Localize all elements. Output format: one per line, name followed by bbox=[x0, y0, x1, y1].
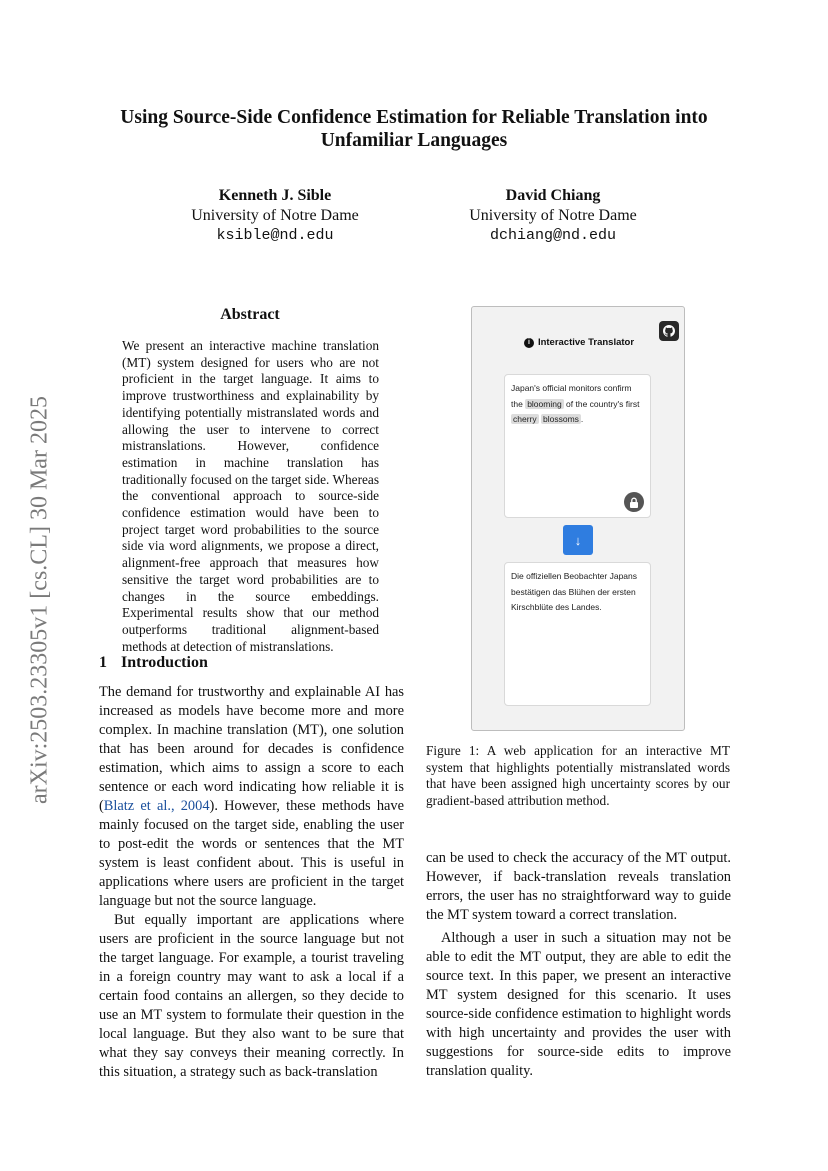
citation-link[interactable]: Blatz et al., 2004 bbox=[103, 798, 210, 814]
author-affiliation: University of Notre Dame bbox=[191, 207, 359, 224]
left-column bbox=[99, 683, 404, 1082]
app-title-text: Interactive Translator bbox=[537, 337, 635, 348]
source-text: Japan's official monitors confirm the bbox=[511, 383, 632, 409]
intro-paragraph-1 bbox=[99, 683, 404, 911]
section-heading bbox=[99, 654, 208, 672]
github-icon bbox=[663, 325, 675, 337]
target-text: Die offiziellen Beobachter Japans bestätigen das Blühen der ersten Kirschblüte des Landes. bbox=[511, 571, 638, 612]
arrow-down-icon: ↓ bbox=[574, 532, 582, 548]
translate-button[interactable] bbox=[563, 525, 593, 555]
highlighted-word[interactable]: cherry bbox=[513, 414, 537, 424]
paper-title bbox=[100, 106, 728, 152]
abstract-text: We present an interactive machine translation (MT) system designed for users who are not proficient in the target language. It aims to improve trustworthiness and explainability by identifying potentially mistranslated words and allowing the user to intervene to correct mistranslations. However, confidence estimation in machine translation has traditionally focused on the target side. Whereas the conventional approach to source-side confidence estimation would have been to project target word probabilities to the source side via word alignments, we propose a direct, alignment-free approach that measures how sensitive the target word probabilities are to changes in the source embeddings. Experimental results show that our method outperforms traditional alignment-based methods at detection of mistranslations. bbox=[122, 338, 379, 654]
section-number: 1 bbox=[99, 654, 107, 671]
intro-paragraph-4: Although a user in such a situation may not be able to edit the MT output, they are able to edit the source text. In this paper, we present an interactive MT system designed for this scenario. It uses source-side confidence estimation to highlight words with high uncertainty and provides the user with suggestions for source-side edits to improve translation quality. bbox=[426, 930, 731, 1079]
text-span: The demand for trustworthy and explainable AI has increased as models have become more and more complex. In machine translation (MT), one solution that has been around for decades is confidence estimation, which aims to assign a score to each sentence or each word indicating how reliable it is ( bbox=[99, 684, 404, 814]
figure-caption: Figure 1: A web application for an interactive MT system that highlights potentially mistranslated words that have been assigned high uncertainty scores by our gradient-based attribution method. bbox=[426, 743, 730, 809]
app-title bbox=[472, 337, 686, 348]
right-column bbox=[426, 849, 731, 1081]
intro-paragraph-3: can be used to check the accuracy of the MT output. However, if back-translation reveals translation errors, the user has no straightforward way to guide the MT system toward a correct translation. bbox=[426, 850, 731, 923]
author-email[interactable]: ksible@nd.edu bbox=[216, 227, 334, 244]
author-name: Kenneth J. Sible bbox=[218, 187, 332, 204]
arxiv-stamp: arXiv:2503.23305v1 [cs.CL] 30 Mar 2025 bbox=[26, 396, 53, 804]
source-text: of the country's first bbox=[563, 398, 640, 409]
intro-paragraph-2: But equally important are applications where users are proficient in the source language but not the target language. For example, a tourist traveling in a foreign country may want to ask a local if a certain food contains an allergen, so they decide to use an MT system to formulate their question in the local language. But they also want to be sure that what they say conveys their meaning correctly. In this situation, a strategy such as back-translation bbox=[99, 912, 404, 1080]
target-text-output bbox=[504, 562, 651, 706]
text-span: ). However, these methods have mainly focused on the target side, enabling the user to post-edit the words or sentences that the MT system is least confident about. This is useful in applications where users are proficient in the target language but not the source language. bbox=[99, 798, 404, 909]
lock-button[interactable] bbox=[624, 492, 644, 512]
author-name: David Chiang bbox=[505, 187, 601, 204]
author-block-2 bbox=[448, 186, 658, 246]
source-text: . bbox=[580, 414, 584, 424]
author-block-1 bbox=[170, 186, 380, 246]
figure-screenshot bbox=[471, 306, 685, 731]
title-line-1: Using Source-Side Confidence Estimation for Reliable Translation into bbox=[120, 107, 708, 128]
highlighted-word[interactable]: blooming bbox=[527, 398, 562, 409]
title-line-2: Unfamiliar Languages bbox=[320, 130, 508, 151]
info-icon[interactable]: i bbox=[524, 338, 534, 348]
section-title: Introduction bbox=[121, 654, 208, 671]
abstract-heading: Abstract bbox=[220, 306, 280, 323]
highlighted-word[interactable]: blossoms bbox=[543, 414, 579, 424]
lock-icon bbox=[629, 497, 639, 508]
author-email[interactable]: dchiang@nd.edu bbox=[489, 227, 617, 244]
author-affiliation: University of Notre Dame bbox=[469, 207, 637, 224]
